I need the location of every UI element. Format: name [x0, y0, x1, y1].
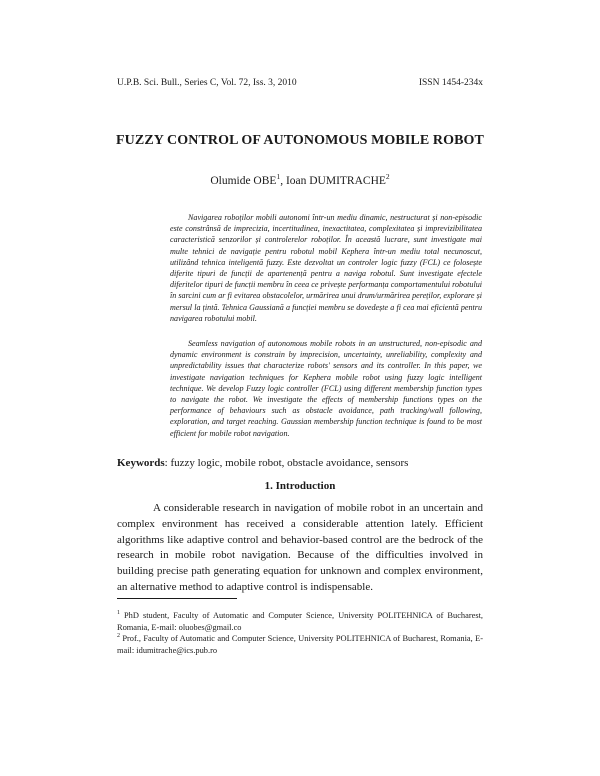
section-heading-introduction: 1. Introduction — [264, 480, 336, 492]
footnote-separator — [117, 598, 237, 599]
footnote-1-mark: 1 — [117, 610, 120, 616]
keywords-label: Keywords — [117, 457, 165, 469]
footnote-2-text: Prof., Faculty of Automatic and Computer Science, University POLITEHNICA of Bucharest, Romania, E-mail: idumitrache@ics.pub.ro — [117, 633, 483, 655]
author-1-footnote-mark: 1 — [276, 172, 281, 181]
author-1: Olumide OBE — [210, 174, 277, 187]
paper-title: FUZZY CONTROL OF AUTONOMOUS MOBILE ROBOT — [116, 133, 484, 148]
abstract-romanian: Navigarea roboților mobili autonomi într-un mediu dinamic, nestructurat și non-episodic este constrânsă de imprecizia, incertitudinea, inexactitatea, complexitatea și imprevizibilitatea caracteristică senzorilor și controlerelor roboților. În această lucrare, sunt investigate mai multe tehnici de navigație pentru robotul mobil Kephera într-un mediu total necunoscut, utilizând tehnica inteligentă fuzzy. Este dezvoltat un controler logic fuzzy (FCL) ce folosește diferite tipuri de funcții de apartenență pentru a naviga robotul. Sunt investigate efectele diferitelor tipuri de funcții membru în ceea ce privește performanța comportamentului robotului în sarcini cum ar fi evitarea obstacolelor, urmărirea unui drum/urmărirea pereților, explorare și mersul la țintă. Tehnica Gaussiană a funcției membru se dovedește a fi cea mai eficientă pentru navigarea robotului mobil. — [170, 213, 482, 323]
issn: ISSN 1454-234x — [418, 78, 483, 88]
footnote-1-text: PhD student, Faculty of Automatic and Computer Science, University POLITEHNICA of Bucharest, Romania, E-mail: oluobes@gmail.co — [117, 610, 483, 632]
author-separator: , — [280, 174, 286, 187]
introduction-paragraph: A considerable research in navigation of mobile robot in an uncertain and complex environment has received a considerable attention lately. Efficient algorithms like adaptive control and behavior-based control are the bedrock of the research in mobile robot navigation. Because of the difficulties involved in building precise path generating equation for unknown and complex environment, an alternative method to adaptive control is indispensable. — [117, 502, 483, 593]
author-line — [60, 172, 540, 187]
footnote-2-mark: 2 — [117, 633, 120, 639]
journal-citation: U.P.B. Sci. Bull., Series C, Vol. 72, Iss. 3, 2010 — [117, 78, 297, 88]
running-header — [117, 78, 483, 88]
author-2: Ioan DUMITRACHE — [285, 174, 386, 187]
abstract-english: Seamless navigation of autonomous mobile robots in an unstructured, non-episodic and dynamic environment is constrain by imprecision, uncertainty, unreliability, complexity and unpredictability issues that characterize robots' sensors and its controller. In this paper, we investigate navigation techniques for Kephera mobile robot using fuzzy logic intelligent technique. We develop Fuzzy logic controller (FCL) using different membership function types to navigate the robot. We investigate the effects of membership functions types on the performance of behaviours such as obstacle avoidance, path tracking/wall following, exploration, and target reaching. Gaussian membership function technique is found to be most efficient for mobile robot navigation. — [170, 339, 482, 438]
keywords-text: : fuzzy logic, mobile robot, obstacle avoidance, sensors — [164, 457, 409, 469]
footnote-2 — [117, 630, 483, 657]
keywords-line — [117, 457, 483, 469]
author-2-footnote-mark: 2 — [385, 172, 390, 181]
